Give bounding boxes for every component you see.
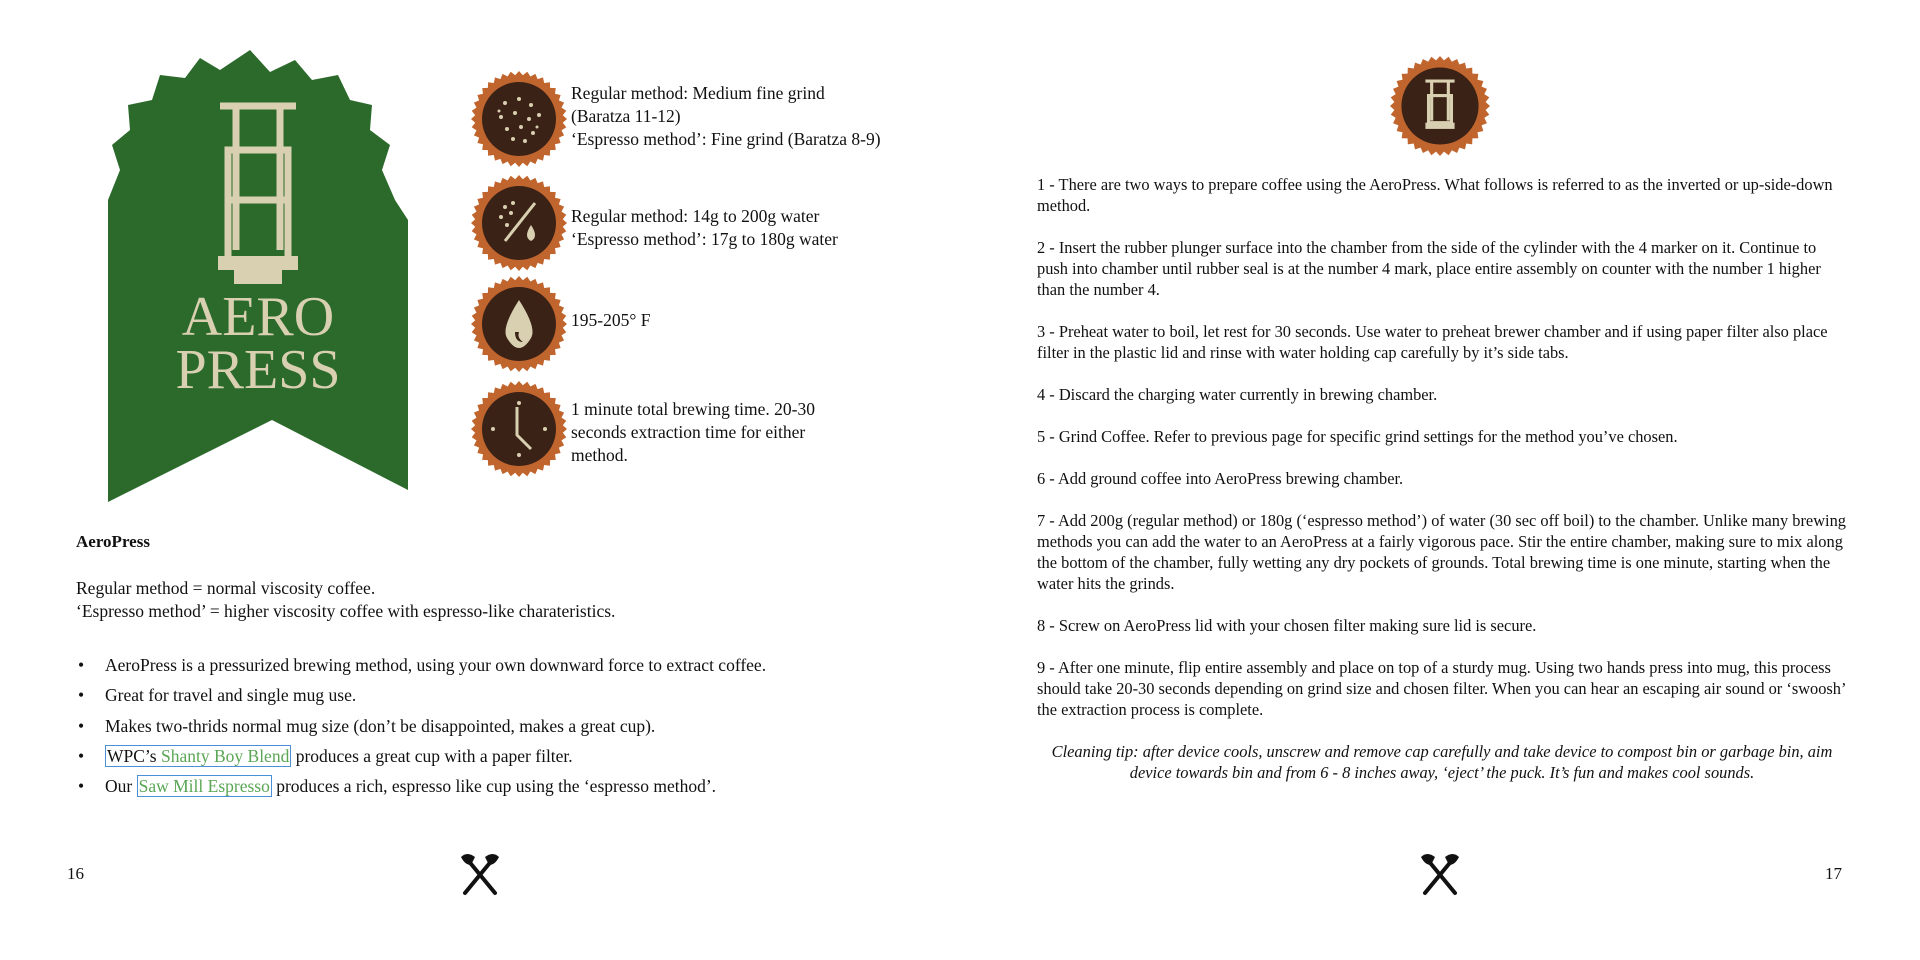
spec-line: Regular method: Medium fine grind — [571, 83, 825, 103]
ratio-spec — [571, 205, 838, 251]
crossed-axes-icon — [457, 851, 503, 897]
temperature-spec — [571, 309, 650, 332]
list-item — [76, 775, 766, 805]
coffee-water-ratio-icon — [471, 175, 567, 271]
list-item — [76, 684, 766, 714]
list-item-text: WPC’s — [107, 745, 161, 766]
page-number-right: 17 — [1825, 864, 1842, 883]
logo-line-2: PRESS — [175, 339, 341, 401]
bullet: • — [78, 715, 85, 736]
step: 3 - Preheat water to boil, let rest for 30 seconds. Use water to preheat brewer chamber and if using paper filter also place filter in the plastic lid and rinse with water holding cap carefully by it’s side tabs. — [1037, 322, 1828, 362]
shanty-boy-link-box[interactable] — [105, 745, 291, 767]
aeropress-badge-icon — [1390, 56, 1490, 156]
spec-line: method. — [571, 445, 628, 465]
bullet: • — [78, 745, 85, 766]
step: 7 - Add 200g (regular method) or 180g (‘espresso method’) of water (30 sec off boil) to the chamber. Unlike many brewing methods you can add the water to an AeroPress at a fairly vigorous pace. Stir the entire chamber, making sure to mix along the bottom of the chamber, fully wetting any dry pockets of grounds. Total brewing time is one minute, starting when the water hits the grinds. — [1037, 511, 1846, 593]
list-item-text: produces a great cup with a paper filter. — [291, 745, 573, 766]
list-item — [76, 715, 766, 745]
spec-line: Regular method: 14g to 200g water — [571, 206, 820, 226]
spec-line: ‘Espresso method’: 17g to 180g water — [571, 229, 838, 249]
logo-line-1: AERO — [181, 286, 335, 348]
list-item-text: Our — [105, 776, 137, 797]
spec-line: 195-205° F — [571, 310, 651, 330]
list-item — [76, 745, 766, 775]
spec-line: 1 minute total brewing time. 20-30 — [571, 399, 815, 419]
section-title: AeroPress — [76, 532, 150, 551]
step: 5 - Grind Coffee. Refer to previous page for specific grind settings for the method you’ve chosen. — [1037, 427, 1678, 446]
step: 8 - Screw on AeroPress lid with your chosen filter making sure lid is secure. — [1037, 616, 1537, 635]
bullet: • — [78, 685, 85, 706]
bullet: • — [78, 776, 85, 797]
spec-line: ‘Espresso method’: Fine grind (Baratza 8-9) — [571, 129, 881, 149]
step: 9 - After one minute, flip entire assembly and place on top of a sturdy mug. Using two hands press into mug, this process should take 20-30 seconds depending on grind size and chosen filter. When you can hear an escaping air sound or ‘swoosh’ the extraction process is complete. — [1037, 658, 1846, 719]
clock-icon — [471, 381, 567, 477]
list-item-text: Makes two-thrids normal mug size (don’t be disappointed, makes a great cup). — [105, 715, 656, 736]
bullet: • — [78, 655, 85, 675]
crossed-axes-icon — [1417, 851, 1463, 897]
feature-list — [76, 654, 766, 805]
page-number-left: 16 — [67, 864, 84, 883]
list-item-text: produces a rich, espresso like cup using the ‘espresso method’. — [271, 776, 717, 797]
step: 1 - There are two ways to prepare coffee using the AeroPress. What follows is referred to as the inverted or up-side-down method. — [1037, 175, 1833, 215]
saw-mill-espresso-link[interactable]: Saw Mill Espresso — [138, 776, 270, 797]
list-item — [76, 654, 766, 684]
intro-line: Regular method = normal viscosity coffee. — [76, 578, 376, 598]
shanty-boy-blend-link[interactable]: Shanty Boy Blend — [160, 745, 290, 766]
method-definitions — [76, 577, 615, 623]
brewing-instructions — [1037, 174, 1847, 804]
list-item-text: AeroPress is a pressurized brewing method, using your own downward force to extract coffee. — [105, 655, 767, 675]
spec-line: (Baratza 11-12) — [571, 106, 681, 126]
step: 2 - Insert the rubber plunger surface into the chamber from the side of the cylinder with the 4 marker on it. Continue to push into chamber until rubber seal is at the number 4 mark, place entire assembly on counter with the number 1 higher than the number 4. — [1037, 238, 1821, 299]
time-spec — [571, 398, 815, 467]
intro-line: ‘Espresso method’ = higher viscosity coffee with espresso-like charateristics. — [76, 601, 616, 621]
step: 6 - Add ground coffee into AeroPress brewing chamber. — [1037, 469, 1404, 488]
coffee-grounds-icon — [471, 71, 567, 167]
step: 4 - Discard the charging water currently in brewing chamber. — [1037, 385, 1438, 404]
aeropress-logo-ribbon — [100, 50, 416, 502]
water-drop-icon — [471, 276, 567, 372]
grind-spec — [571, 82, 881, 151]
spec-line: seconds extraction time for either — [571, 422, 806, 442]
cleaning-tip: Cleaning tip: after device cools, unscrew and remove cap carefully and take device to compost bin or garbage bin, aim device towards bin and from 6 - 8 inches away, ‘eject’ the puck. It’s fun and makes cool sounds. — [1051, 742, 1833, 782]
list-item-text: Great for travel and single mug use. — [105, 685, 357, 706]
